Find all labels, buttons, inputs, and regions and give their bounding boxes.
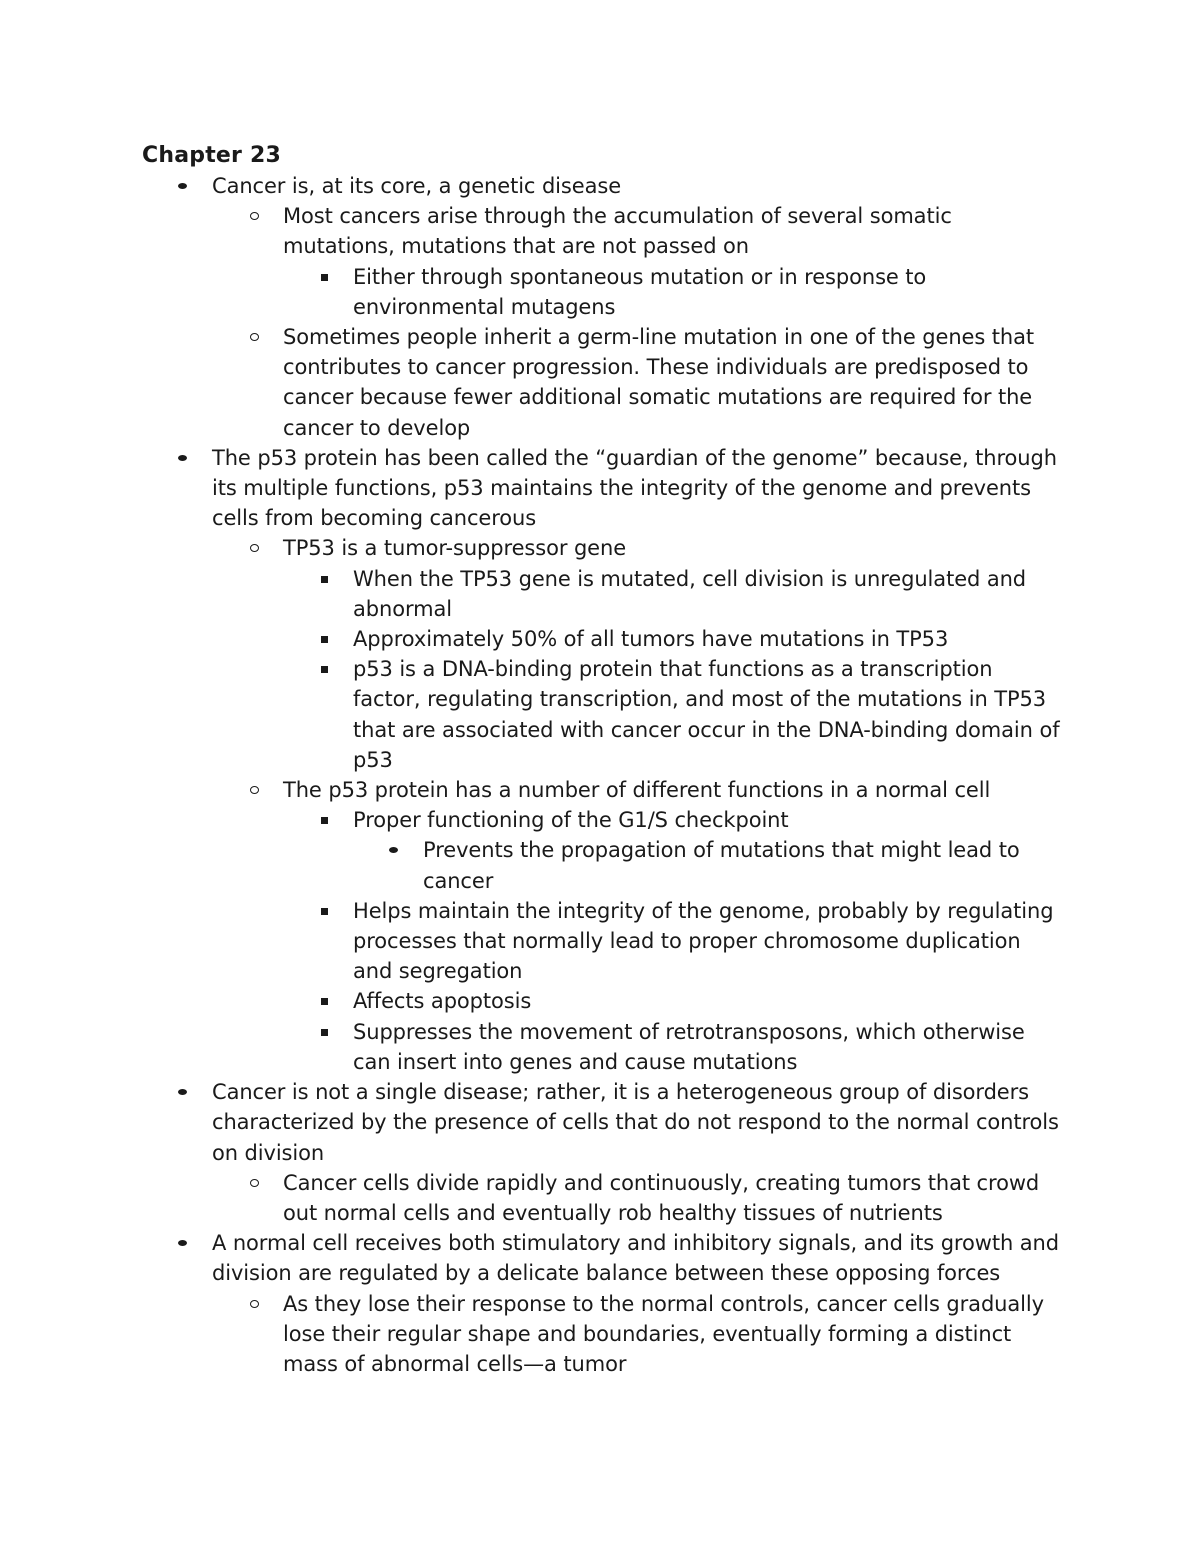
list-item-text: Cancer is not a single disease; rather, it is a heterogeneous group of disorders characterized by the presence of cells that do not respond to the normal controls on division xyxy=(212,1080,1059,1165)
list-item xyxy=(353,986,1065,1016)
list-item xyxy=(353,896,1065,987)
list-item xyxy=(283,1168,1063,1228)
list-item xyxy=(283,1289,1063,1380)
list-item-text: Cancer cells divide rapidly and continuously, creating tumors that crowd out normal cells and eventually rob healthy tissues of nutrients xyxy=(283,1170,1040,1225)
square-bullet-icon xyxy=(316,896,336,926)
list-item-text: A normal cell receives both stimulatory and inhibitory signals, and its growth and division are regulated by a delicate balance between these opposing forces xyxy=(212,1231,1059,1286)
circle-bullet-icon xyxy=(246,1168,266,1198)
disc-bullet-icon xyxy=(174,1077,194,1107)
square-bullet-icon xyxy=(316,1017,336,1047)
list-item xyxy=(283,322,1063,443)
disc-bullet-icon xyxy=(174,443,194,473)
square-bullet-icon xyxy=(316,805,336,835)
list-item-text: Approximately 50% of all tumors have mutations in TP53 xyxy=(353,627,949,652)
list-item xyxy=(423,835,1063,895)
list-item xyxy=(283,533,1063,563)
square-bullet-icon xyxy=(316,654,336,684)
circle-bullet-icon xyxy=(246,533,266,563)
circle-bullet-icon xyxy=(246,201,266,231)
square-bullet-icon xyxy=(316,262,336,292)
list-item-text: Prevents the propagation of mutations that might lead to cancer xyxy=(423,838,1020,893)
disc-bullet-icon xyxy=(174,1228,194,1258)
disc-bullet-icon xyxy=(385,835,405,865)
list-item xyxy=(212,1077,1062,1168)
list-item-text: Sometimes people inherit a germ-line mutation in one of the genes that contributes to cancer progression. These individuals are predisposed to cancer because fewer additional somatic mutations are required for the cancer to develop xyxy=(283,325,1035,440)
list-item xyxy=(353,1017,1065,1077)
disc-bullet-icon xyxy=(174,171,194,201)
circle-bullet-icon xyxy=(246,775,266,805)
page-title: Chapter 23 xyxy=(142,143,281,168)
list-item-text: Suppresses the movement of retrotransposons, which otherwise can insert into genes and cause mutations xyxy=(353,1019,1025,1074)
list-item xyxy=(212,171,1062,201)
list-item xyxy=(353,805,1065,835)
list-item-text: Proper functioning of the G1/S checkpoint xyxy=(353,808,789,833)
circle-bullet-icon xyxy=(246,322,266,352)
square-bullet-icon xyxy=(316,624,336,654)
list-item xyxy=(212,443,1062,534)
list-item xyxy=(353,262,1065,322)
list-item xyxy=(283,201,1063,261)
list-item-text: Cancer is, at its core, a genetic disease xyxy=(212,174,622,198)
list-item-text: Either through spontaneous mutation or in response to environmental mutagens xyxy=(353,264,927,319)
list-item xyxy=(353,654,1065,775)
square-bullet-icon xyxy=(316,986,336,1016)
list-item-text: The p53 protein has been called the “guardian of the genome” because, through its multiple functions, p53 maintains the integrity of the genome and prevents cells from becoming cancerous xyxy=(212,445,1057,531)
list-item-text: Most cancers arise through the accumulation of several somatic mutations, mutations that are not passed on xyxy=(283,204,952,259)
list-item-text: Affects apoptosis xyxy=(353,989,532,1014)
list-item xyxy=(353,564,1065,624)
list-item-text: The p53 protein has a number of different functions in a normal cell xyxy=(283,778,991,803)
list-item xyxy=(353,624,1065,654)
list-item xyxy=(283,775,1063,805)
circle-bullet-icon xyxy=(246,1289,266,1319)
list-item-text: TP53 is a tumor-suppressor gene xyxy=(283,536,627,561)
list-item-text: As they lose their response to the normal controls, cancer cells gradually lose their regular shape and boundaries, eventually forming a distinct mass of abnormal cells—a tumor xyxy=(283,1291,1044,1376)
list-item-text: When the TP53 gene is mutated, cell division is unregulated and abnormal xyxy=(353,566,1027,621)
list-item-text: Helps maintain the integrity of the genome, probably by regulating processes that normally lead to proper chromosome duplication and segregation xyxy=(353,898,1054,984)
list-item xyxy=(212,1228,1062,1288)
square-bullet-icon xyxy=(316,564,336,594)
bullet-outline xyxy=(0,171,1200,1379)
list-item-text: p53 is a DNA-binding protein that functions as a transcription factor, regulating transcription, and most of the mutations in TP53 that are associated with cancer occur in the DNA-binding domain of p53 xyxy=(353,657,1060,772)
